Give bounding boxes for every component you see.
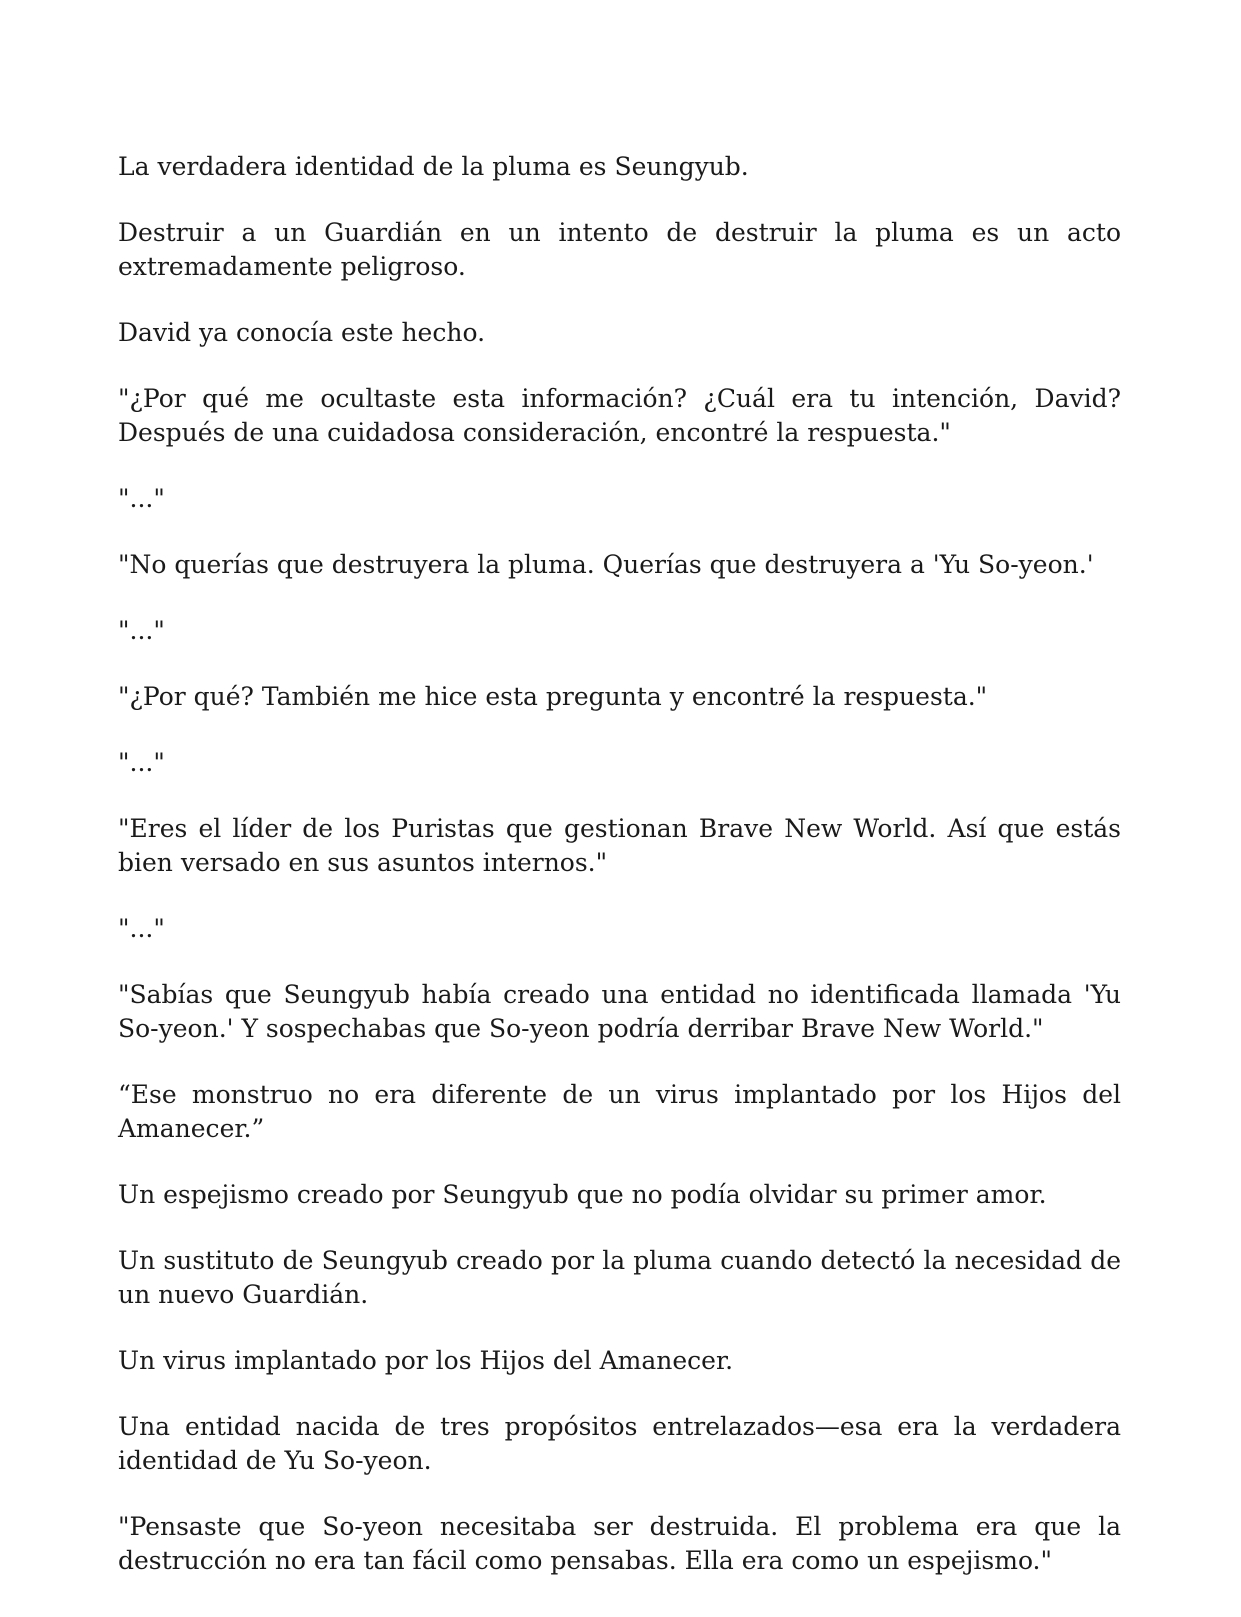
paragraph: Destruir a un Guardián en un intento de destruir la pluma es un acto extremadamente peligroso. bbox=[118, 218, 1121, 281]
paragraph: La verdadera identidad de la pluma es Seungyub. bbox=[118, 152, 749, 181]
paragraph: "..." bbox=[118, 484, 165, 513]
paragraph: "No querías que destruyera la pluma. Querías que destruyera a 'Yu So-yeon.' bbox=[118, 550, 1094, 579]
paragraph: Una entidad nacida de tres propósitos entrelazados—esa era la verdadera identidad de Yu So-yeon. bbox=[118, 1412, 1121, 1475]
paragraph: "Sabías que Seungyub había creado una entidad no identificada llamada 'Yu So-yeon.' Y sospechabas que So-yeon podría derribar Brave New World." bbox=[118, 980, 1121, 1043]
paragraph: Un virus implantado por los Hijos del Amanecer. bbox=[118, 1346, 734, 1375]
paragraph: “Ese monstruo no era diferente de un virus implantado por los Hijos del Amanecer.” bbox=[118, 1080, 1121, 1143]
paragraph: David ya conocía este hecho. bbox=[118, 318, 486, 347]
paragraph: Un sustituto de Seungyub creado por la pluma cuando detectó la necesidad de un nuevo Guardián. bbox=[118, 1246, 1121, 1309]
paragraph: "..." bbox=[118, 748, 165, 777]
document-body bbox=[118, 150, 1121, 1610]
paragraph: "¿Por qué me ocultaste esta información? ¿Cuál era tu intención, David? Después de una cuidadosa consideración, encontré la respuesta." bbox=[118, 384, 1121, 447]
paragraph: "..." bbox=[118, 616, 165, 645]
paragraph: "Pensaste que So-yeon necesitaba ser destruida. El problema era que la destrucción no era tan fácil como pensabas. Ella era como un espejismo." bbox=[118, 1512, 1121, 1575]
paragraph: "¿Por qué? También me hice esta pregunta y encontré la respuesta." bbox=[118, 682, 988, 711]
paragraph: "..." bbox=[118, 914, 165, 943]
paragraph: "Eres el líder de los Puristas que gestionan Brave New World. Así que estás bien versado en sus asuntos internos." bbox=[118, 814, 1121, 877]
paragraph: Un espejismo creado por Seungyub que no podía olvidar su primer amor. bbox=[118, 1180, 1047, 1209]
